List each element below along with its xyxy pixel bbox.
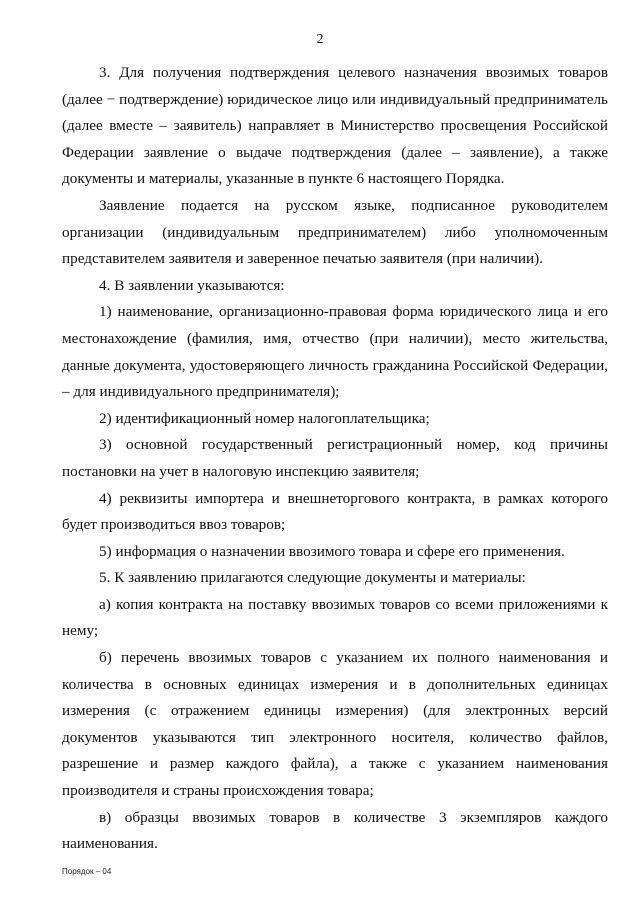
paragraph-5-heading: 5. К заявлению прилагаются следующие документы и материалы: [99,569,526,587]
list-item-5-a: а) копия контракта на поставку ввозимых товаров со всеми приложениями к нему; [62,595,608,640]
paragraph-4-heading: 4. В заявлении указываются: [99,276,285,294]
paragraph-application-language: Заявление подается на русском языке, подписанное руководителем организации (индивидуальным предпринимателем) либо уполномоченным представителем заявителя и заверенное печатью заявителя (при наличии). [62,196,608,268]
list-item-4-1: 1) наименование, организационно-правовая форма юридического лица и его местонахождение (фамилия, имя, отчество (при наличии), место жительства, данные документа, удостоверяющего личность гражданина Российской Федерации, – для индивидуального предпринимателя); [62,303,608,401]
paragraph-3-intro: 3. Для получения подтверждения целевого назначения ввозимых товаров (далее − подтверждение) юридическое лицо или индивидуальный предприниматель (далее вместе – заявитель) направляет в Министерство просвещения Российской Федерации заявление о выдаче подтверждения (далее – заявление), а также документы и материалы, указанные в пункте 6 настоящего Порядка. [62,64,608,188]
list-item-4-2: 2) идентификационный номер налогоплательщика; [99,409,430,427]
list-item-4-5: 5) информация о назначении ввозимого товара и сфере его применения. [99,542,565,560]
list-item-5-v: в) образцы ввозимых товаров в количестве 3 экземпляров каждого наименования. [62,808,608,853]
list-item-4-4: 4) реквизиты импортера и внешнеторгового контракта, в рамках которого будет производиться ввоз товаров; [62,489,608,534]
page-number: 2 [316,32,324,47]
list-item-5-b: б) перечень ввозимых товаров с указанием их полного наименования и количества в основных единицах измерения и в дополнительных единицах измерения (с отражением единицы измерения) (для электронных версий документов указываются тип электронного носителя, количество файлов, разрешение и размер каждого файла), а также с указанием наименования производителя и страны происхождения товара; [62,649,608,800]
document-body [62,60,608,858]
list-item-4-3: 3) основной государственный регистрационный номер, код причины постановки на учет в налоговую инспекцию заявителя; [62,436,608,480]
footer-label: Порядок – 04 [62,867,112,876]
